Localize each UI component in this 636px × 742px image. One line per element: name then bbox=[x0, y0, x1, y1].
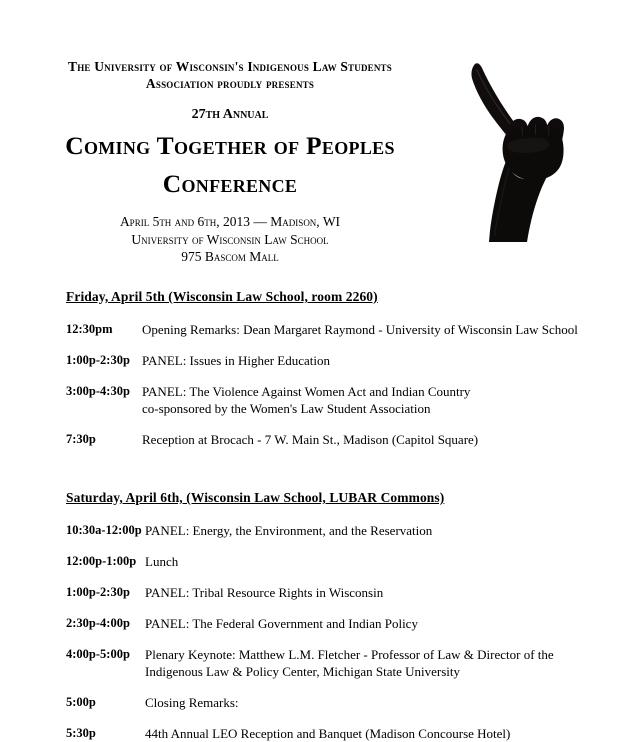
schedule-entry bbox=[66, 615, 596, 632]
entry-description-line-1: Lunch bbox=[145, 554, 179, 569]
entry-description bbox=[142, 431, 596, 448]
schedule-entry bbox=[66, 431, 596, 448]
entry-description-line-1: PANEL: The Violence Against Women Act and Indian Country bbox=[142, 384, 471, 399]
entry-description-line-1: Opening Remarks: Dean Margaret Raymond - University of Wisconsin Law School bbox=[142, 322, 578, 337]
annual-edition-line: 27th Annual bbox=[191, 107, 269, 122]
schedule-entry bbox=[66, 584, 596, 601]
raised-fist-holding-eagle-feather-icon bbox=[462, 56, 568, 242]
entry-time: 10:30a-12:00p bbox=[66, 523, 142, 537]
entry-description-line-1: 44th Annual LEO Reception and Banquet (Madison Concourse Hotel) bbox=[145, 726, 511, 741]
entry-time: 2:30p-4:00p bbox=[66, 616, 130, 630]
schedule-entry bbox=[66, 352, 596, 369]
friday-section-heading: Friday, April 5th (Wisconsin Law School, room 2260) bbox=[66, 289, 378, 304]
conference-title-line-2: Conference bbox=[162, 169, 298, 198]
entry-description bbox=[145, 553, 596, 570]
document-header bbox=[0, 58, 460, 266]
presenter-line-1: The University of Wisconsin's Indigenous Law Students bbox=[68, 59, 392, 74]
entry-description-line-1: Reception at Brocach - 7 W. Main St., Madison (Capitol Square) bbox=[142, 432, 479, 447]
entry-time: 7:30p bbox=[66, 432, 96, 446]
schedule-section-friday bbox=[66, 288, 596, 448]
entry-time: 4:00p-5:00p bbox=[66, 647, 130, 661]
entry-description bbox=[142, 352, 596, 369]
entry-description bbox=[145, 694, 596, 711]
schedule-entry bbox=[66, 383, 596, 417]
venue-institution: University of Wisconsin Law School bbox=[131, 231, 329, 247]
entry-description-line-2: Indigenous Law & Policy Center, Michigan State University bbox=[145, 664, 461, 679]
entry-time: 12:30pm bbox=[66, 322, 113, 336]
presenter-line-2: Association proudly presents bbox=[145, 76, 315, 91]
entry-description bbox=[145, 646, 596, 680]
schedule-entry bbox=[66, 522, 596, 539]
venue-block bbox=[0, 213, 460, 266]
venue-date-location: April 5th and 6th, 2013 — Madison, WI bbox=[119, 214, 341, 229]
entry-description-line-1: PANEL: The Federal Government and Indian Policy bbox=[145, 616, 418, 631]
entry-description-line-1: Closing Remarks: bbox=[145, 695, 239, 710]
schedule-entry bbox=[66, 694, 596, 711]
entry-time: 12:00p-1:00p bbox=[66, 554, 137, 568]
entry-description bbox=[145, 615, 596, 632]
schedule-entry bbox=[66, 321, 596, 338]
entry-time: 3:00p-4:30p bbox=[66, 384, 130, 398]
entry-time: 5:30p bbox=[66, 726, 96, 740]
entry-description-line-1: Plenary Keynote: Matthew L.M. Fletcher - Professor of Law & Director of the bbox=[145, 647, 554, 662]
entry-time: 1:00p-2:30p bbox=[66, 353, 130, 367]
entry-description bbox=[145, 584, 596, 601]
schedule-entry bbox=[66, 646, 596, 680]
schedule-section-saturday bbox=[66, 489, 596, 742]
schedule-entry bbox=[66, 553, 596, 570]
entry-description-line-1: PANEL: Tribal Resource Rights in Wisconsin bbox=[145, 585, 384, 600]
entry-description bbox=[145, 725, 596, 742]
entry-description-line-1: PANEL: Issues in Higher Education bbox=[142, 353, 330, 368]
entry-description-line-1: PANEL: Energy, the Environment, and the Reservation bbox=[145, 523, 433, 538]
entry-time: 1:00p-2:30p bbox=[66, 585, 130, 599]
schedule-entry bbox=[66, 725, 596, 742]
conference-title-line-1: Coming Together of Peoples bbox=[65, 131, 395, 160]
entry-description bbox=[142, 321, 596, 338]
conference-schedule bbox=[66, 288, 596, 742]
entry-description bbox=[142, 383, 596, 417]
entry-time: 5:00p bbox=[66, 695, 96, 709]
venue-address: 975 Bascom Mall bbox=[181, 249, 279, 264]
entry-description bbox=[145, 522, 596, 539]
saturday-section-heading: Saturday, April 6th, (Wisconsin Law School, LUBAR Commons) bbox=[66, 490, 445, 505]
entry-description-line-2: co-sponsored by the Women's Law Student Association bbox=[142, 401, 431, 416]
